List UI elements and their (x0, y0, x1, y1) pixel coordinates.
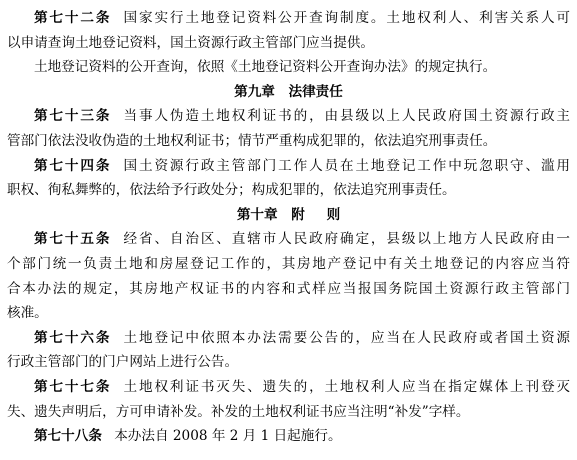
chapter-10-title-b: 则 (326, 206, 341, 223)
article-78-label: 第七十八条 (34, 428, 102, 445)
article-72-label: 第七十二条 (34, 10, 112, 26)
article-76-text-1: 土地登记中依照本办法需要公告的，应当在人民政府或者国土资源 (123, 329, 570, 346)
article-73-line-2: 管部门依法没收伪造的土地权利证书；情节严重构成犯罪的，依法追究刑事责任。 (7, 132, 497, 149)
article-77-label: 第七十七条 (34, 378, 112, 395)
article-72-text-1: 国家实行土地登记资料公开查询制度。土地权利人、利害关系人可 (123, 10, 570, 26)
article-75-line-3: 合本办法的规定，其房地产权证书的内容和式样应当报国务院国土资源行政主管部门 (7, 280, 570, 297)
article-75-line-2: 个部门统一负责土地和房屋登记工作的，其房地产登记中有关土地登记的内容应当符 (7, 255, 570, 272)
article-75-label: 第七十五条 (34, 231, 112, 248)
chapter-9-heading (7, 80, 570, 105)
article-72-line-1 (7, 6, 570, 31)
article-74-line-2: 职权、徇私舞弊的，依法给予行政处分；构成犯罪的，依法追究刑事责任。 (7, 182, 456, 199)
article-72-line-3: 土地登记资料的公开查询，依照《土地登记资料公开查询办法》的规定执行。 (34, 59, 497, 76)
article-75-line-4: 核准。 (7, 305, 48, 322)
article-77-text-1: 土地权利证书灭失、遗失的，土地权利人应当在指定媒体上刊登灭 (123, 378, 570, 395)
chapter-10-title-a: 附 (291, 206, 305, 223)
article-77-line-1 (7, 375, 570, 400)
article-76-label: 第七十六条 (34, 329, 112, 346)
article-78-text-1: 本办法自 2008 年 2 月 1 日起施行。 (114, 428, 342, 445)
article-75-line-1 (7, 227, 570, 252)
chapter-9-number: 第九章 (234, 83, 275, 100)
article-73-label: 第七十三条 (34, 108, 112, 125)
article-74-line-1 (7, 154, 570, 179)
chapter-10-heading (7, 203, 570, 228)
article-75-text-1: 经省、自治区、直辖市人民政府确定，县级以上地方人民政府由一 (123, 231, 570, 248)
article-74-label: 第七十四条 (34, 157, 112, 174)
article-78-line-1 (7, 424, 570, 449)
chapter-9-title: 法律责任 (288, 83, 343, 100)
article-76-line-2: 行政主管部门的门户网站上进行公告。 (7, 354, 239, 371)
article-77-line-2: 失、遗失声明后，方可申请补发。补发的土地权利证书应当注明“补发”字样。 (7, 403, 470, 420)
article-73-text-1: 当事人伪造土地权利证书的，由县级以上人民政府国土资源行政主 (123, 108, 570, 125)
article-72-line-2: 以申请查询土地登记资料，国土资源行政主管部门应当提供。 (7, 34, 375, 51)
article-74-text-1: 国土资源行政主管部门工作人员在土地登记工作中玩忽职守、滥用 (123, 157, 570, 174)
chapter-10-number: 第十章 (236, 206, 278, 223)
article-73-line-1 (7, 104, 570, 129)
article-76-line-1 (7, 326, 570, 351)
